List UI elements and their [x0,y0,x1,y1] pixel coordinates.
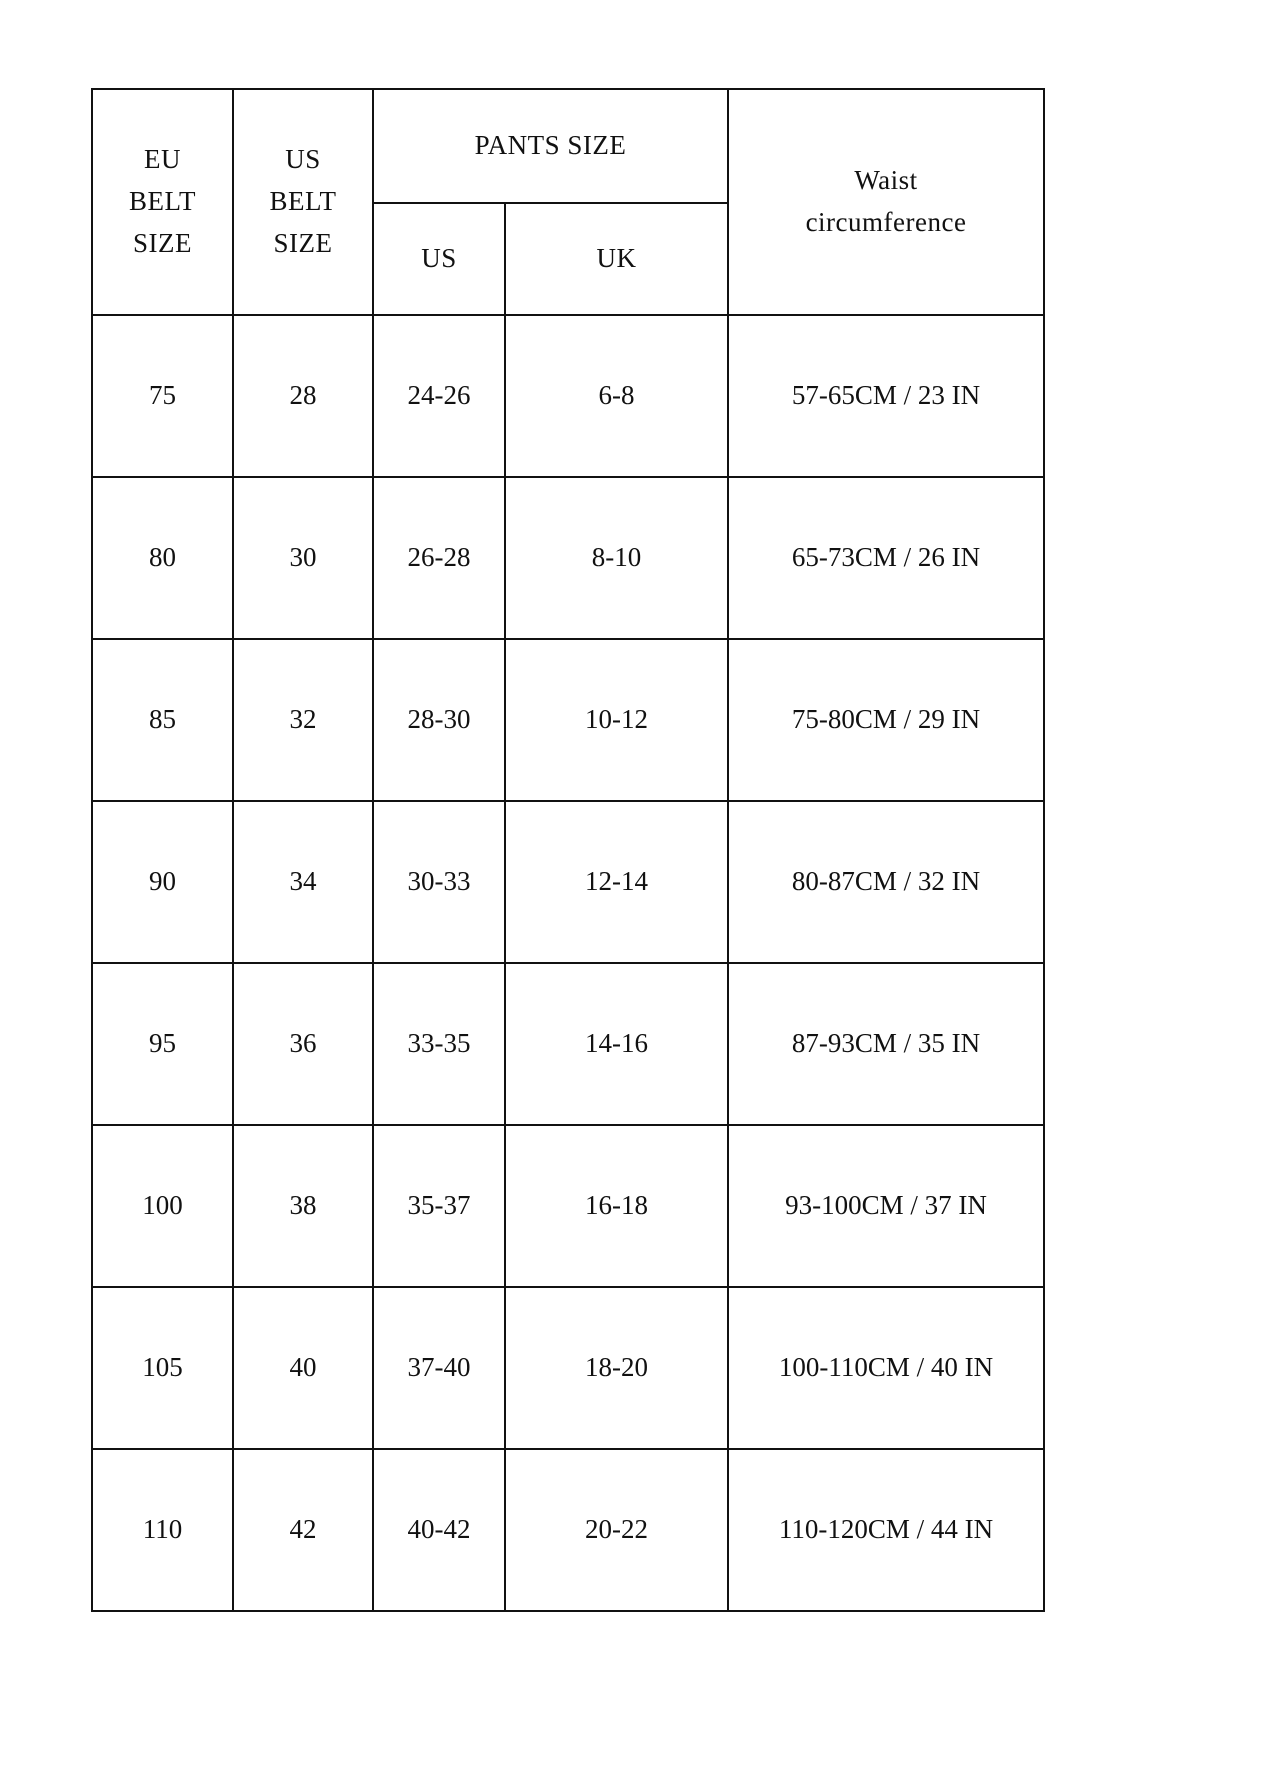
cell-waist: 100-110CM / 40 IN [728,1287,1044,1449]
cell-pants-us: 33-35 [373,963,505,1125]
header-us-belt-size: US BELT SIZE [233,89,373,315]
table-row [92,639,1044,801]
cell-pants-uk: 14-16 [505,963,728,1125]
table-body [92,315,1044,1611]
table-row [92,1125,1044,1287]
header-pants-uk: UK [505,203,728,315]
cell-pants-uk: 12-14 [505,801,728,963]
cell-eu-belt-size: 110 [92,1449,233,1611]
cell-pants-us: 37-40 [373,1287,505,1449]
cell-pants-uk: 20-22 [505,1449,728,1611]
table-row [92,477,1044,639]
cell-pants-uk: 18-20 [505,1287,728,1449]
cell-pants-us: 35-37 [373,1125,505,1287]
cell-us-belt-size: 38 [233,1125,373,1287]
header-row-primary [92,89,1044,203]
cell-us-belt-size: 32 [233,639,373,801]
cell-eu-belt-size: 80 [92,477,233,639]
cell-waist: 87-93CM / 35 IN [728,963,1044,1125]
cell-us-belt-size: 40 [233,1287,373,1449]
table-row [92,1449,1044,1611]
cell-pants-uk: 8-10 [505,477,728,639]
cell-us-belt-size: 36 [233,963,373,1125]
cell-waist: 65-73CM / 26 IN [728,477,1044,639]
table-row [92,1287,1044,1449]
header-eu-belt-size: EU BELT SIZE [92,89,233,315]
table-header [92,89,1044,315]
cell-pants-us: 28-30 [373,639,505,801]
cell-us-belt-size: 30 [233,477,373,639]
cell-waist: 75-80CM / 29 IN [728,639,1044,801]
table-row [92,963,1044,1125]
cell-pants-uk: 16-18 [505,1125,728,1287]
cell-waist: 110-120CM / 44 IN [728,1449,1044,1611]
size-conversion-table [91,88,1045,1612]
cell-waist: 80-87CM / 32 IN [728,801,1044,963]
cell-eu-belt-size: 85 [92,639,233,801]
cell-pants-us: 40-42 [373,1449,505,1611]
cell-pants-uk: 10-12 [505,639,728,801]
cell-pants-us: 26-28 [373,477,505,639]
cell-eu-belt-size: 90 [92,801,233,963]
table-row [92,801,1044,963]
cell-pants-uk: 6-8 [505,315,728,477]
cell-eu-belt-size: 95 [92,963,233,1125]
cell-eu-belt-size: 100 [92,1125,233,1287]
header-pants-size: PANTS SIZE [373,89,728,203]
cell-eu-belt-size: 105 [92,1287,233,1449]
cell-waist: 93-100CM / 37 IN [728,1125,1044,1287]
cell-waist: 57-65CM / 23 IN [728,315,1044,477]
cell-us-belt-size: 28 [233,315,373,477]
header-pants-us: US [373,203,505,315]
cell-us-belt-size: 42 [233,1449,373,1611]
cell-us-belt-size: 34 [233,801,373,963]
size-chart-container [91,88,1043,1612]
cell-pants-us: 30-33 [373,801,505,963]
header-waist-circumference: Waist circumference [728,89,1044,315]
table-row [92,315,1044,477]
cell-pants-us: 24-26 [373,315,505,477]
cell-eu-belt-size: 75 [92,315,233,477]
